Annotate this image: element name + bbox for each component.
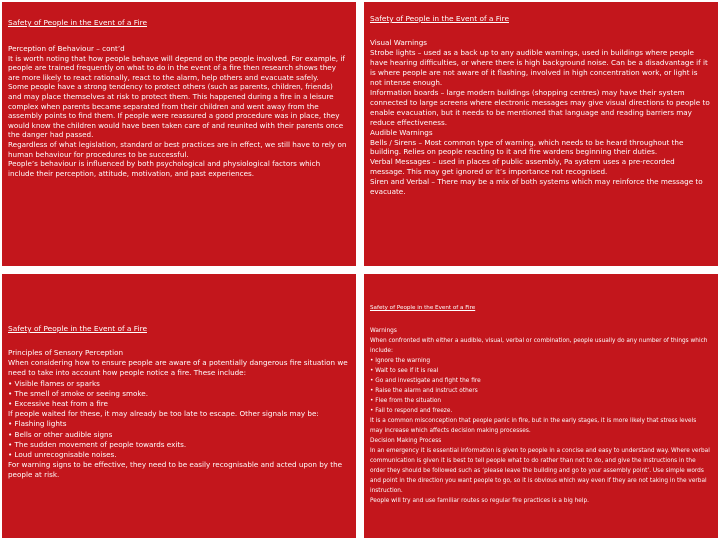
- bullet-item: • Flashing lights: [8, 419, 67, 429]
- paragraph: Bells / Sirens – Most common type of warning, which needs to be heard throughout the building. Relies on people reacting to it and fire wardens beginning their duties.: [370, 137, 684, 157]
- paragraph: Siren and Verbal – There may be a mix of both systems which may reinforce the message to evacuate.: [370, 177, 703, 197]
- slide-title: Safety of People in the Event of a Fire: [370, 305, 476, 311]
- slide-body: [8, 44, 348, 178]
- bullet-item: • Raise the alarm and instruct others: [370, 388, 478, 394]
- paragraph: It is worth noting that how people behave will depend on the people involved. For example, if people are trained frequently on what to do in the event of a fire then research shows they are more likely to react rationally, react to the alarm, help others and evacuate safely.: [8, 53, 345, 82]
- bullet-item: • Flee from the situation: [370, 398, 442, 404]
- paragraph: Some people have a strong tendency to protect others (such as parents, children, friends) and may place themselves at risk to protect them. This happened during a fire in a leisure complex when parents became separated from their children and went away from the assembly points to find them. If people were reassured a good procedure was in place, they would know the children would have been taken care of and reunited with their parents once the danger had passed.: [8, 82, 344, 140]
- bullet-item: • Loud unrecognisable noises.: [8, 450, 117, 460]
- slide-heading: Principles of Sensory Perception: [8, 348, 124, 357]
- bullet-item: • Bells or other audible signs: [8, 429, 113, 439]
- paragraph: Information boards – large modern buildings (shopping centres) may have their system connected to large screens where electronic messages may give visual directions to people to enable evacuation, but it needs to be mentioned that language and reading barriers may reduce effectiveness.: [370, 87, 710, 127]
- bullet-item: • Excessive heat from a fire: [8, 399, 108, 409]
- bullet-item: • Ignore the warning: [370, 358, 431, 364]
- paragraph: When considering how to ensure people are aware of a potentially dangerous fire situation we need to take into account how people notice a fire. These include:: [8, 358, 348, 378]
- slide-warnings-decision-making: [364, 274, 718, 538]
- slide-body: [8, 348, 348, 481]
- paragraph: If people waited for these, it may already be too late to escape. Other signals may be:: [8, 409, 319, 419]
- slide-body: [370, 326, 710, 506]
- paragraph: It is a common misconception that people panic in fire, but in the early stages, it is more likely that stress levels may increase which affects decision making processes.: [370, 418, 697, 434]
- bullet-item: • The smell of smoke or seeing smoke.: [8, 388, 148, 398]
- slide-heading: Warnings: [370, 328, 397, 334]
- bullet-item: • Fail to respond and freeze.: [370, 408, 453, 414]
- slide-title: Safety of People in the Event of a Fire: [370, 14, 509, 23]
- slide-heading: Visual Warnings: [370, 38, 428, 47]
- paragraph: People’s behaviour is influenced by both psychological and physiological factors which include their perception, attitude, motivation, and past experiences.: [8, 159, 321, 178]
- slide-perception-of-behaviour: [2, 2, 356, 266]
- paragraph: When confronted with either a audible, visual, verbal or combination, people usually do any number of things which include:: [370, 338, 708, 354]
- bullet-item: • Wait to see if it is real: [370, 368, 439, 374]
- slide-heading: Audible Warnings: [370, 127, 433, 137]
- paragraph: For warning signs to be effective, they need to be easily recognisable and acted upon by the people at risk.: [8, 460, 343, 480]
- slide-heading: Perception of Behaviour – cont’d: [8, 44, 125, 53]
- slide-title: Safety of People in the Event of a Fire: [8, 18, 147, 27]
- slide-heading: Decision Making Process: [370, 438, 442, 444]
- paragraph: People will try and use familiar routes so regular fire practices is a big help.: [370, 498, 589, 504]
- paragraph: In an emergency it is essential information is given to people in a concise and easy to understand way. Where verbal communication is given it is best to tell people what to do rather than not to do, and give the instructions in the order they should be followed such as ‘please leave the building and go to your assembly point’. Use simple words and point in the direction you want people to go, so it is obvious which way even if they are not taking in the verbal instruction.: [370, 448, 710, 494]
- paragraph: Verbal Messages – used in places of public assembly, Pa system uses a pre-recorded message. This may get ignored or it’s importance not recognised.: [370, 157, 675, 177]
- bullet-item: • Go and investigate and fight the fire: [370, 378, 481, 384]
- slide-sensory-perception: [2, 274, 356, 538]
- bullet-item: • The sudden movement of people towards exits.: [8, 439, 187, 449]
- slide-title: Safety of People in the Event of a Fire: [8, 324, 147, 333]
- slide-visual-warnings: [364, 2, 718, 266]
- paragraph: Regardless of what legislation, standard or best practices are in effect, we still have to rely on human behaviour for procedures to be successful.: [8, 139, 347, 159]
- bullet-item: • Visible flames or sparks: [8, 378, 100, 388]
- paragraph: Strobe lights – used as a back up to any audible warnings, used in buildings where people have hearing difficulties, or where there is high background noise. Can be a disadvantage if it is where people are not aware of it flashing, involved in high concentration work, or light is not intense enough.: [370, 47, 708, 87]
- slide-body: [370, 38, 710, 197]
